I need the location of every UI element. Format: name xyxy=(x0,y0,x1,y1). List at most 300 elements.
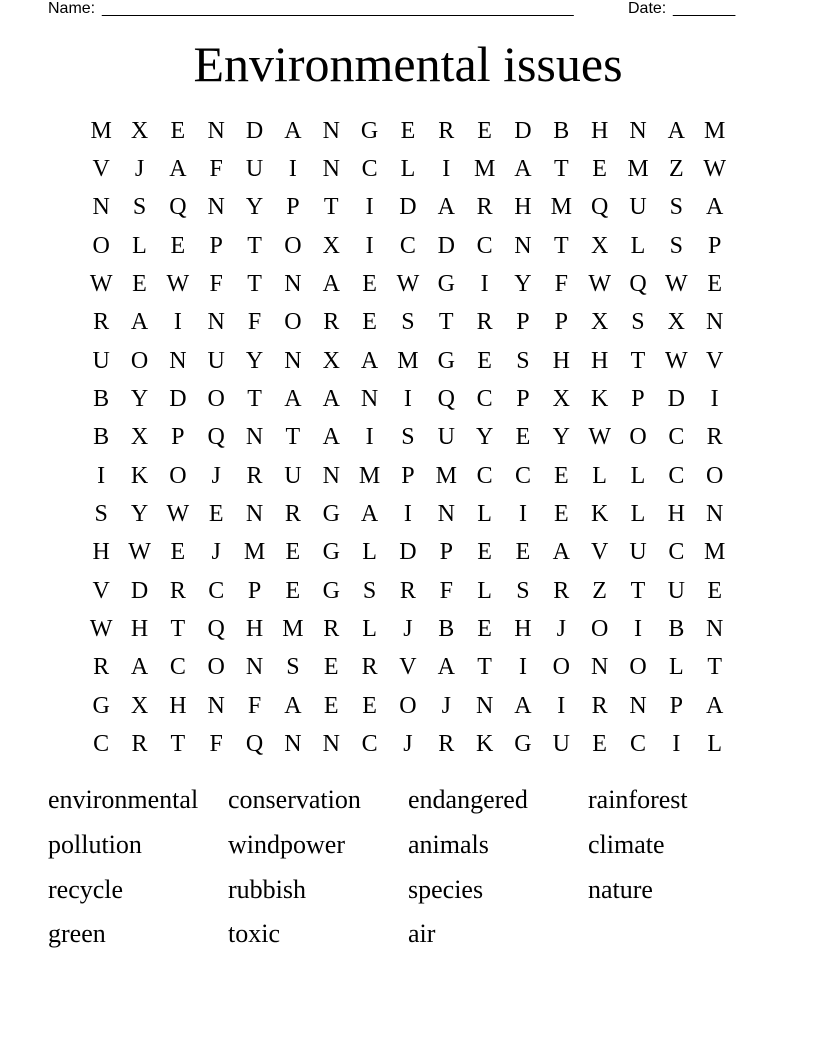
date-label: Date: xyxy=(628,0,667,17)
grid-letter: S xyxy=(631,309,645,336)
grid-letter: E xyxy=(362,309,377,336)
grid-letter: R xyxy=(476,194,493,221)
grid-letter: D xyxy=(514,117,532,144)
grid-letter: O xyxy=(92,232,110,259)
grid-letter: T xyxy=(170,731,186,758)
grid-letter: J xyxy=(441,692,451,719)
grid-letter: I xyxy=(557,692,566,719)
grid-letter: K xyxy=(475,731,494,758)
grid-letter: F xyxy=(209,156,223,183)
grid-letter: Q xyxy=(207,616,225,643)
name-blank-line: _____________________________________________________ xyxy=(102,0,574,17)
grid-letter: H xyxy=(514,616,532,643)
grid-letter: P xyxy=(554,309,568,336)
grid-letter: Q xyxy=(207,424,225,451)
grid-letter: N xyxy=(284,731,302,758)
grid-letter: X xyxy=(667,309,685,336)
grid-letter: B xyxy=(438,616,455,643)
grid-letter: S xyxy=(132,194,147,221)
grid-letter: L xyxy=(630,501,646,528)
grid-letter: P xyxy=(209,232,223,259)
grid-letter: P xyxy=(669,692,683,719)
grid-letter: O xyxy=(207,386,225,413)
grid-letter: S xyxy=(362,577,377,604)
grid-letter: M xyxy=(550,194,572,221)
grid-letter: E xyxy=(707,271,722,298)
grid-letter: Y xyxy=(130,501,149,528)
grid-letter: Q xyxy=(590,194,609,221)
grid-letter: E xyxy=(285,539,301,566)
grid-letter: I xyxy=(403,501,412,528)
grid-letter: F xyxy=(554,271,568,298)
grid-letter: M xyxy=(704,117,726,144)
grid-letter: J xyxy=(134,156,145,183)
grid-letter: N xyxy=(629,692,647,719)
grid-letter: V xyxy=(92,156,110,183)
grid-letter: I xyxy=(442,156,451,183)
grid-letter: N xyxy=(629,117,647,144)
grid-letter: M xyxy=(358,462,381,489)
grid-letter: I xyxy=(173,309,182,336)
grid-letter: N xyxy=(514,232,532,259)
grid-letter: A xyxy=(706,692,724,719)
grid-letter: D xyxy=(399,539,417,566)
grid-letter: E xyxy=(477,347,492,374)
word-list-item: recycle xyxy=(48,874,124,904)
grid-letter: O xyxy=(169,462,187,489)
grid-letter: E xyxy=(592,731,607,758)
grid-letter: C xyxy=(169,654,186,681)
grid-letter: E xyxy=(515,539,531,566)
word-list-item: conservation xyxy=(228,785,361,815)
grid-letter: B xyxy=(93,386,110,413)
grid-letter: E xyxy=(170,117,186,144)
grid-letter: J xyxy=(403,731,413,758)
grid-letter: Z xyxy=(592,577,607,604)
grid-letter: D xyxy=(667,386,685,413)
grid-letter: R xyxy=(323,309,340,336)
grid-letter: N xyxy=(322,731,340,758)
grid-letter: I xyxy=(365,194,374,221)
grid-letter: S xyxy=(669,194,683,221)
grid-letter: N xyxy=(322,462,340,489)
word-list-item: rubbish xyxy=(228,874,306,904)
grid-letter: A xyxy=(514,692,532,719)
grid-letter: F xyxy=(247,309,262,336)
grid-letter: P xyxy=(516,386,530,413)
grid-letter: S xyxy=(286,654,300,681)
grid-letter: R xyxy=(399,577,416,604)
grid-letter: T xyxy=(170,616,186,643)
grid-letter: R xyxy=(93,654,110,681)
grid-letter: X xyxy=(130,424,149,451)
grid-letter: P xyxy=(247,577,262,604)
grid-letter: J xyxy=(211,539,221,566)
grid-letter: E xyxy=(323,692,339,719)
grid-letter: N xyxy=(207,309,225,336)
name-label: Name: xyxy=(48,0,96,17)
grid-letter: H xyxy=(590,117,609,144)
page-title: Environmental issues xyxy=(193,36,623,92)
grid-letter: I xyxy=(710,386,719,413)
grid-letter: S xyxy=(401,424,415,451)
grid-letter: S xyxy=(94,501,108,528)
grid-letter: G xyxy=(360,117,379,144)
grid-letter: M xyxy=(90,117,112,144)
grid-letter: N xyxy=(207,117,225,144)
grid-letter: K xyxy=(130,462,149,489)
grid-letter: N xyxy=(245,654,264,681)
grid-letter: H xyxy=(169,692,187,719)
grid-letter: T xyxy=(247,386,262,413)
grid-letter: N xyxy=(169,347,187,374)
grid-letter: P xyxy=(631,386,645,413)
grid-letter: Q xyxy=(245,731,264,758)
grid-letter: R xyxy=(553,577,570,604)
grid-letter: A xyxy=(437,654,455,681)
grid-letter: A xyxy=(360,501,379,528)
grid-letter: C xyxy=(668,462,685,489)
grid-letter: R xyxy=(93,309,110,336)
grid-letter: N xyxy=(706,501,724,528)
grid-letter: O xyxy=(629,654,647,681)
word-list-item: endangered xyxy=(408,785,528,815)
date-blank-line: _______ xyxy=(673,0,736,17)
grid-letter: E xyxy=(170,539,186,566)
grid-letter: T xyxy=(630,577,646,604)
grid-letter: N xyxy=(207,194,225,221)
grid-letter: B xyxy=(553,117,570,144)
grid-letter: A xyxy=(284,386,302,413)
grid-letter: W xyxy=(588,424,611,451)
grid-letter: L xyxy=(592,462,607,489)
grid-letter: H xyxy=(92,539,110,566)
grid-letter: R xyxy=(438,117,455,144)
grid-letter: W xyxy=(89,271,113,298)
grid-letter: I xyxy=(518,501,527,528)
grid-letter: C xyxy=(476,462,493,489)
header-line xyxy=(48,0,748,18)
grid-letter: E xyxy=(515,424,531,451)
grid-letter: R xyxy=(323,616,340,643)
grid-letter: C xyxy=(399,232,416,259)
grid-letter: X xyxy=(590,232,609,259)
grid-letter: E xyxy=(400,117,416,144)
grid-letter: Q xyxy=(169,194,187,221)
grid-letter: V xyxy=(706,347,724,374)
grid-letter: W xyxy=(166,271,190,298)
grid-letter: G xyxy=(437,271,455,298)
grid-letter: O xyxy=(284,232,302,259)
grid-letter: W xyxy=(89,616,113,643)
grid-letter: E xyxy=(553,462,569,489)
grid-letter: T xyxy=(553,232,569,259)
grid-letter: X xyxy=(322,232,340,259)
grid-letter: I xyxy=(672,731,681,758)
grid-letter: D xyxy=(130,577,149,604)
grid-letter: T xyxy=(247,271,262,298)
word-list-item: air xyxy=(408,919,436,949)
grid-letter: O xyxy=(629,424,647,451)
grid-letter: U xyxy=(92,347,110,374)
grid-letter: M xyxy=(435,462,457,489)
grid-letter: W xyxy=(588,271,611,298)
grid-letter: M xyxy=(282,616,304,643)
grid-letter: A xyxy=(360,347,379,374)
grid-letter: O xyxy=(552,654,570,681)
grid-letter: W xyxy=(665,271,688,298)
grid-letter: R xyxy=(169,577,186,604)
grid-letter: V xyxy=(92,577,110,604)
grid-letter: E xyxy=(285,577,301,604)
grid-letter: I xyxy=(403,386,412,413)
grid-letter: U xyxy=(629,194,647,221)
grid-letter: C xyxy=(668,539,685,566)
grid-letter: Y xyxy=(552,424,570,451)
grid-letter: C xyxy=(668,424,685,451)
grid-letter: I xyxy=(288,156,297,183)
grid-letter: X xyxy=(322,347,340,374)
grid-letter: T xyxy=(323,194,339,221)
grid-letter: D xyxy=(399,194,417,221)
grid-letter: W xyxy=(128,539,151,566)
grid-letter: A xyxy=(284,692,302,719)
grid-letter: K xyxy=(590,501,609,528)
grid-letter: R xyxy=(246,462,263,489)
grid-letter: S xyxy=(516,577,530,604)
grid-letter: H xyxy=(130,616,149,643)
word-list-item: windpower xyxy=(228,830,345,860)
grid-letter: A xyxy=(169,156,187,183)
word-list-item: rainforest xyxy=(588,785,688,815)
grid-letter: X xyxy=(590,309,609,336)
grid-letter: S xyxy=(669,232,683,259)
grid-letter: I xyxy=(633,616,642,643)
grid-letter: P xyxy=(286,194,300,221)
grid-letter: W xyxy=(703,156,726,183)
grid-letter: L xyxy=(400,156,416,183)
grid-letter: M xyxy=(473,156,496,183)
grid-letter: D xyxy=(437,232,455,259)
grid-letter: E xyxy=(362,692,377,719)
grid-letter: L xyxy=(132,232,147,259)
grid-letter: Z xyxy=(668,156,684,183)
grid-letter: S xyxy=(516,347,530,374)
grid-letter: T xyxy=(630,347,646,374)
grid-letter: C xyxy=(208,577,225,604)
grid-letter: O xyxy=(399,692,417,719)
grid-letter: H xyxy=(590,347,609,374)
grid-letter: O xyxy=(590,616,609,643)
grid-letter: L xyxy=(362,616,377,643)
grid-letter: P xyxy=(707,232,722,259)
grid-letter: A xyxy=(130,654,149,681)
grid-letter: M xyxy=(397,347,419,374)
grid-letter: Y xyxy=(245,194,264,221)
grid-letter: S xyxy=(401,309,415,336)
grid-letter: H xyxy=(667,501,685,528)
grid-letter: N xyxy=(245,501,264,528)
grid-letter: Y xyxy=(475,424,494,451)
word-list-item: pollution xyxy=(48,830,142,860)
grid-letter: C xyxy=(476,386,493,413)
grid-letter: E xyxy=(362,271,377,298)
grid-letter: A xyxy=(284,117,302,144)
grid-letter: G xyxy=(322,501,340,528)
grid-letter: F xyxy=(209,731,223,758)
grid-letter: C xyxy=(514,462,531,489)
grid-letter: R xyxy=(284,501,301,528)
grid-letter: R xyxy=(438,731,455,758)
grid-letter: I xyxy=(365,232,374,259)
grid-letter: U xyxy=(284,462,302,489)
grid-letter: A xyxy=(322,386,340,413)
grid-letter: F xyxy=(209,271,223,298)
grid-letter: Y xyxy=(514,271,532,298)
grid-letter: D xyxy=(245,117,264,144)
grid-letter: A xyxy=(552,539,570,566)
grid-letter: W xyxy=(396,271,420,298)
grid-letter: F xyxy=(247,692,262,719)
word-list-item: animals xyxy=(408,830,489,860)
grid-letter: Y xyxy=(130,386,149,413)
grid-letter: N xyxy=(284,271,302,298)
grid-letter: A xyxy=(322,271,340,298)
grid-letter: U xyxy=(629,539,647,566)
grid-letter: L xyxy=(630,462,646,489)
grid-letter: A xyxy=(514,156,532,183)
grid-letter: V xyxy=(590,539,609,566)
grid-letter: D xyxy=(169,386,187,413)
grid-letter: T xyxy=(707,654,722,681)
grid-letter: E xyxy=(553,501,569,528)
grid-letter: R xyxy=(706,424,723,451)
grid-letter: N xyxy=(360,386,379,413)
grid-letter: R xyxy=(476,309,493,336)
grid-letter: E xyxy=(170,232,186,259)
grid-letter: N xyxy=(590,654,609,681)
grid-letter: E xyxy=(592,156,607,183)
grid-letter: I xyxy=(480,271,489,298)
grid-letter: T xyxy=(438,309,454,336)
grid-letter: G xyxy=(92,692,110,719)
grid-letter: L xyxy=(668,654,684,681)
grid-letter: O xyxy=(706,462,724,489)
grid-letter: U xyxy=(245,156,264,183)
grid-letter: C xyxy=(361,156,378,183)
grid-letter: T xyxy=(553,156,569,183)
grid-letter: K xyxy=(590,386,609,413)
word-list xyxy=(48,778,768,957)
grid-letter: N xyxy=(207,692,225,719)
grid-letter: E xyxy=(323,654,339,681)
grid-letter: U xyxy=(667,577,685,604)
grid-letter: I xyxy=(97,462,106,489)
grid-letter: U xyxy=(207,347,225,374)
grid-letter: R xyxy=(361,654,378,681)
grid-letter: N xyxy=(437,501,455,528)
grid-letter: P xyxy=(516,309,530,336)
grid-letter: H xyxy=(552,347,570,374)
grid-letter: J xyxy=(211,462,221,489)
grid-letter: L xyxy=(630,232,646,259)
grid-letter: O xyxy=(130,347,149,374)
grid-letter: E xyxy=(477,616,492,643)
grid-letter: N xyxy=(475,692,494,719)
grid-letter: G xyxy=(437,347,455,374)
word-list-item: environmental xyxy=(48,785,199,815)
grid-letter: N xyxy=(706,616,724,643)
grid-letter: U xyxy=(552,731,570,758)
grid-letter: G xyxy=(322,539,340,566)
grid-letter: O xyxy=(207,654,225,681)
grid-letter: X xyxy=(130,117,149,144)
grid-letter: F xyxy=(439,577,453,604)
grid-letter: A xyxy=(130,309,149,336)
grid-letter: C xyxy=(361,731,378,758)
grid-letter: Q xyxy=(437,386,455,413)
grid-letter: N xyxy=(322,156,340,183)
grid-letter: E xyxy=(208,501,224,528)
grid-letter: E xyxy=(707,577,722,604)
grid-letter: X xyxy=(130,692,149,719)
grid-letter: L xyxy=(477,501,492,528)
grid-letter: E xyxy=(132,271,147,298)
grid-letter: B xyxy=(668,616,685,643)
grid-letter: N xyxy=(322,117,340,144)
grid-letter: G xyxy=(322,577,340,604)
word-list-item: climate xyxy=(588,830,665,860)
grid-letter: C xyxy=(629,731,646,758)
grid-letter: X xyxy=(552,386,570,413)
grid-letter: E xyxy=(477,539,492,566)
letter-grid xyxy=(82,112,734,764)
grid-letter: I xyxy=(365,424,374,451)
grid-letter: T xyxy=(247,232,262,259)
grid-letter: A xyxy=(437,194,455,221)
word-list-item: nature xyxy=(588,874,653,904)
grid-letter: P xyxy=(171,424,185,451)
grid-letter: R xyxy=(591,692,608,719)
grid-letter: T xyxy=(285,424,301,451)
grid-letter: L xyxy=(707,731,722,758)
grid-letter: B xyxy=(93,424,110,451)
grid-letter: L xyxy=(477,577,492,604)
grid-letter: G xyxy=(514,731,532,758)
grid-letter: A xyxy=(322,424,340,451)
grid-letter: Q xyxy=(629,271,647,298)
grid-letter: N xyxy=(245,424,264,451)
word-list-item: toxic xyxy=(228,919,280,949)
grid-letter: C xyxy=(476,232,493,259)
grid-letter: P xyxy=(401,462,415,489)
word-list-item: species xyxy=(408,874,484,904)
grid-letter: I xyxy=(518,654,527,681)
grid-letter: U xyxy=(437,424,455,451)
grid-letter: C xyxy=(93,731,110,758)
grid-letter: M xyxy=(704,539,726,566)
grid-letter: N xyxy=(284,347,302,374)
grid-letter: V xyxy=(399,654,417,681)
grid-letter: H xyxy=(514,194,532,221)
grid-letter: A xyxy=(706,194,724,221)
grid-letter: H xyxy=(245,616,264,643)
grid-letter: W xyxy=(665,347,688,374)
grid-letter: T xyxy=(477,654,492,681)
grid-letter: O xyxy=(284,309,302,336)
grid-letter: M xyxy=(243,539,266,566)
grid-letter: E xyxy=(477,117,492,144)
